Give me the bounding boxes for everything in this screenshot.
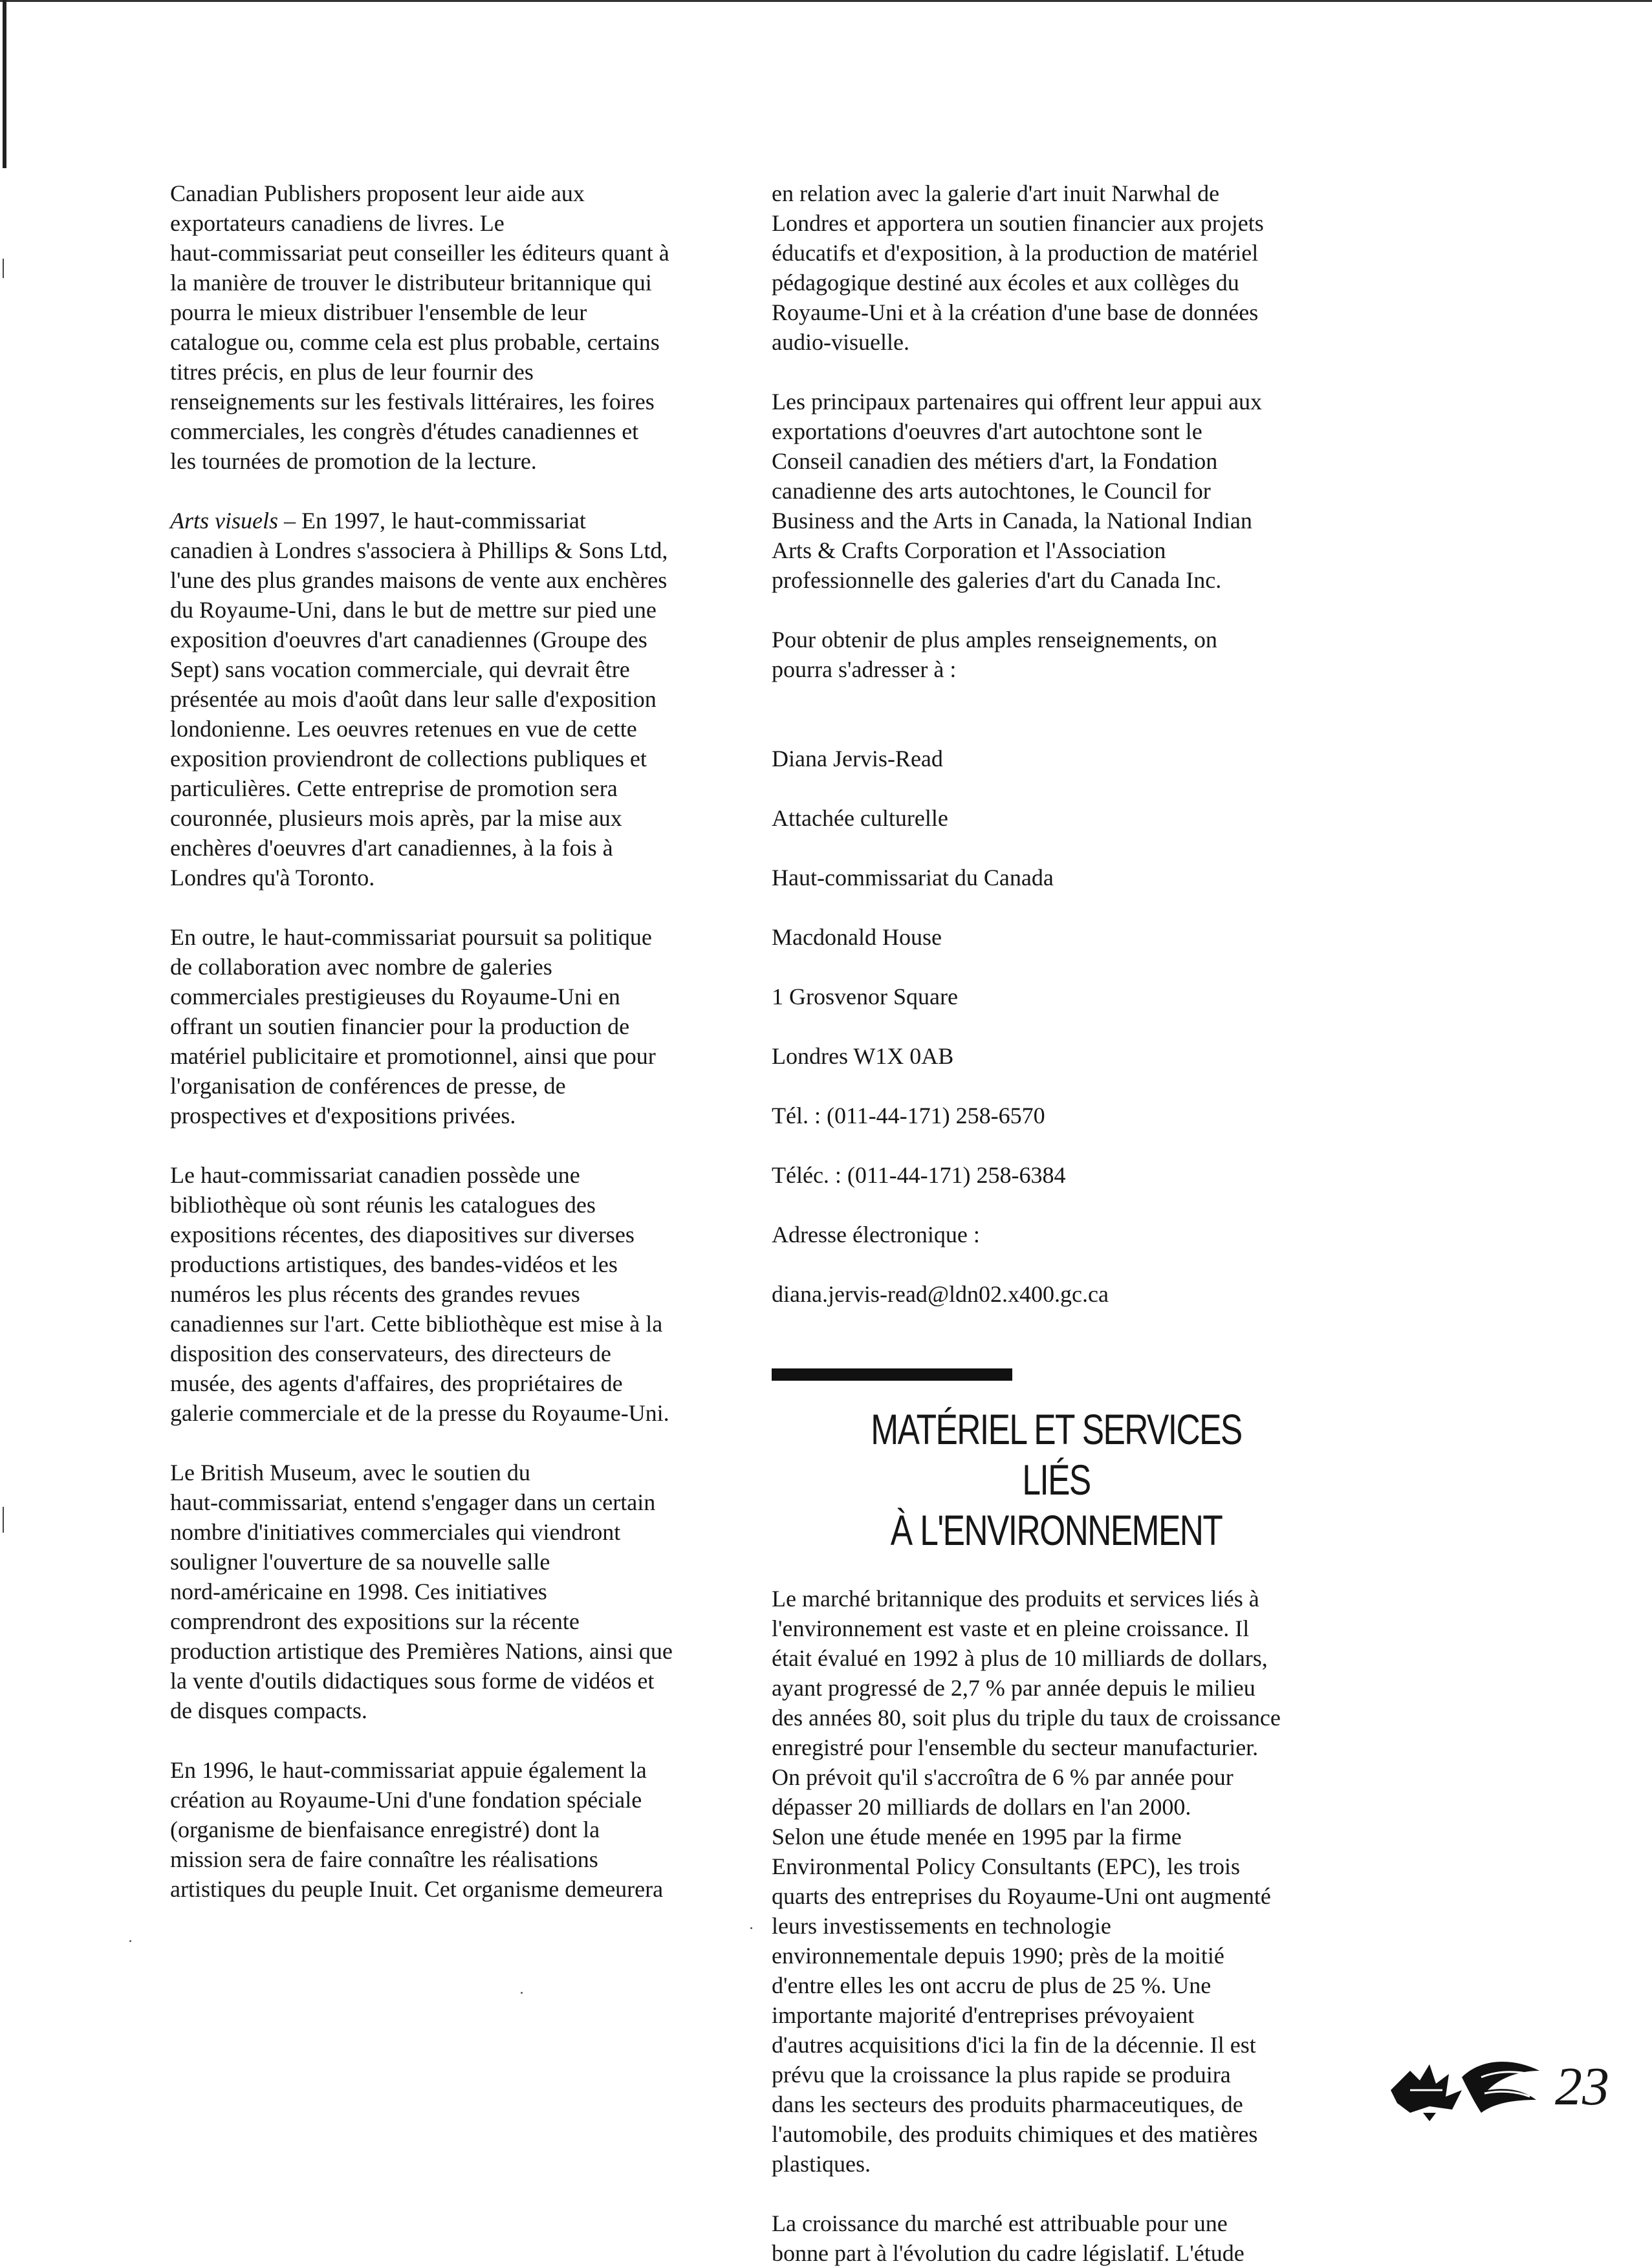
contact-city: Londres W1X 0AB <box>772 1043 954 1069</box>
paragraph: En 1996, le haut-commissariat appuie également la création au Royaume-Uni d'une fondation spéciale (organisme de bienfaisance enregistré) dont la mission sera de faire connaître les réalisations artistiques du peuple Inuit. Cet organisme demeurera <box>170 1757 664 1902</box>
contact-email-label: Adresse électronique : <box>772 1222 980 1247</box>
leaf-emblem-icon <box>1384 2051 1546 2122</box>
binding-mark <box>3 259 4 278</box>
left-column <box>170 178 739 1904</box>
paragraph: Le marché britannique des produits et services liés à l'environnement est vaste et en pleine croissance. Il était évalué en 1992 à plus de 10 milliards de dollars, ayant progressé de 2,7 % par année depuis le milieu des années 80, soit plus du triple du taux de croissance enregistré pour l'ensemble du secteur manufacturier. On prévoit qu'il s'accroîtra de 6 % par année pour dépasser 20 milliards de dollars en l'an 2000. Selon une étude menée en 1995 par la firme Environmental Policy Consultants (EPC), les trois quarts des entreprises du Royaume-Uni ont augmenté leurs investissements en technologie environnementale depuis 1990; près de la moitié d'entre elles les ont accru de plus de 25 %. Une importante majorité d'entreprises prévoyaient d'autres acquisitions d'ici la fin de la décennie. Il est prévu que la croissance la plus rapide se produira dans les secteurs des produits pharmaceutiques, de l'automobile, des produits chimiques et des matières plastiques. <box>772 1586 1281 2177</box>
contact-phone: Tél. : (011-44-171) 258-6570 <box>772 1103 1045 1129</box>
top-rule <box>0 0 1652 2</box>
speck <box>750 1927 752 1929</box>
paragraph: Canadian Publishers proposent leur aide aux exportateurs canadiens de livres. Le haut-commissariat peut conseiller les éditeurs quant à la manière de trouver le distributeur britannique qui pourra le mieux distribuer l'ensemble de leur catalogue ou, comme cela est plus probable, certains titres précis, en plus de leur fournir des renseignements sur les festivals littéraires, les foires commerciales, les congrès d'études canadiennes et les tournées de promotion de la lecture. <box>170 180 669 474</box>
binding-mark <box>3 1507 4 1533</box>
section-title: MATÉRIEL ET SERVICES LIÉS À L'ENVIRONNEMENT <box>871 1405 1242 1554</box>
contact-fax: Téléc. : (011-44-171) 258-6384 <box>772 1162 1066 1188</box>
paragraph: Le haut-commissariat canadien possède une bibliothèque où sont réunis les catalogues des expositions récentes, des diapositives sur diverses productions artistiques, des bandes-vidéos et les numéros les plus récents des grandes revues canadiennes sur l'art. Cette bibliothèque est mise à la disposition des conservateurs, des directeurs de musée, des agents d'affaires, des propriétaires de galerie commerciale et de la presse du Royaume-Uni. <box>170 1162 669 1426</box>
paragraph-lead: Arts visuels <box>170 508 278 534</box>
paragraph: Pour obtenir de plus amples renseignements, on pourra s'adresser à : <box>772 627 1217 682</box>
paragraph: La croissance du marché est attribuable pour une bonne part à l'évolution du cadre législatif. L'étude <box>772 2210 1244 2266</box>
paragraph: En outre, le haut-commissariat poursuit sa politique de collaboration avec nombre de galeries commerciales prestigieuses du Royaume-Uni en offrant un soutien financier pour la production de matériel publicitaire et promotionnel, ainsi que pour l'organisation de conférences de presse, de prospectives et d'expositions privées. <box>170 924 656 1129</box>
paragraph-arts-visuels <box>170 506 739 892</box>
paragraph: Les principaux partenaires qui offrent leur appui aux exportations d'oeuvres d'art autochtone sont le Conseil canadien des métiers d'art, la Fondation canadienne des arts autochtones, le Council for Business and the Arts in Canada, la National Indian Arts & Crafts Corporation et l'Association professionnelle des galeries d'art du Canada Inc. <box>772 389 1263 593</box>
contact-name: Diana Jervis-Read <box>772 746 943 772</box>
contact-organization: Haut-commissariat du Canada <box>772 865 1054 891</box>
page-footer <box>1384 2051 1609 2122</box>
speck <box>129 1940 131 1942</box>
binding-edge <box>3 0 6 168</box>
section-bar <box>772 1368 1012 1381</box>
contact-street: 1 Grosvenor Square <box>772 984 958 1010</box>
speck <box>521 1992 523 1994</box>
contact-block <box>772 714 1341 1339</box>
contact-title: Attachée culturelle <box>772 805 948 831</box>
page-number: 23 <box>1555 2057 1609 2117</box>
right-column <box>772 178 1341 2268</box>
paragraph-body: – En 1997, le haut-commissariat canadien à Londres s'associera à Phillips & Sons Ltd, l'une des plus grandes maisons de vente aux enchères du Royaume-Uni, dans le but de mettre sur pied une exposition d'oeuvres d'art canadiennes (Groupe des Sept) sans vocation commerciale, qui devrait être présentée au mois d'août dans leur salle d'exposition londonienne. Les oeuvres retenues en vue de cette exposition proviendront de collections publiques et particulières. Cette entreprise de promotion sera couronnée, plusieurs mois après, par la mise aux enchères d'oeuvres d'art canadiennes, à la fois à Londres qu'à Toronto. <box>170 508 668 891</box>
paragraph: en relation avec la galerie d'art inuit Narwhal de Londres et apportera un soutien financier aux projets éducatifs et d'exposition, à la production de matériel pédagogique destiné aux écoles et aux collèges du Royaume-Uni et à la création d'une base de données audio-visuelle. <box>772 180 1264 355</box>
paragraph: Le British Museum, avec le soutien du haut-commissariat, entend s'engager dans un certain nombre d'initiatives commerciales qui viendront souligner l'ouverture de sa nouvelle salle nord-américaine en 1998. Ces initiatives comprendront des expositions sur la récente production artistique des Premières Nations, ainsi que la vente d'outils didactiques sous forme de vidéos et de disques compacts. <box>170 1460 673 1723</box>
contact-email: diana.jervis-read@ldn02.x400.gc.ca <box>772 1281 1109 1307</box>
contact-building: Macdonald House <box>772 924 942 950</box>
